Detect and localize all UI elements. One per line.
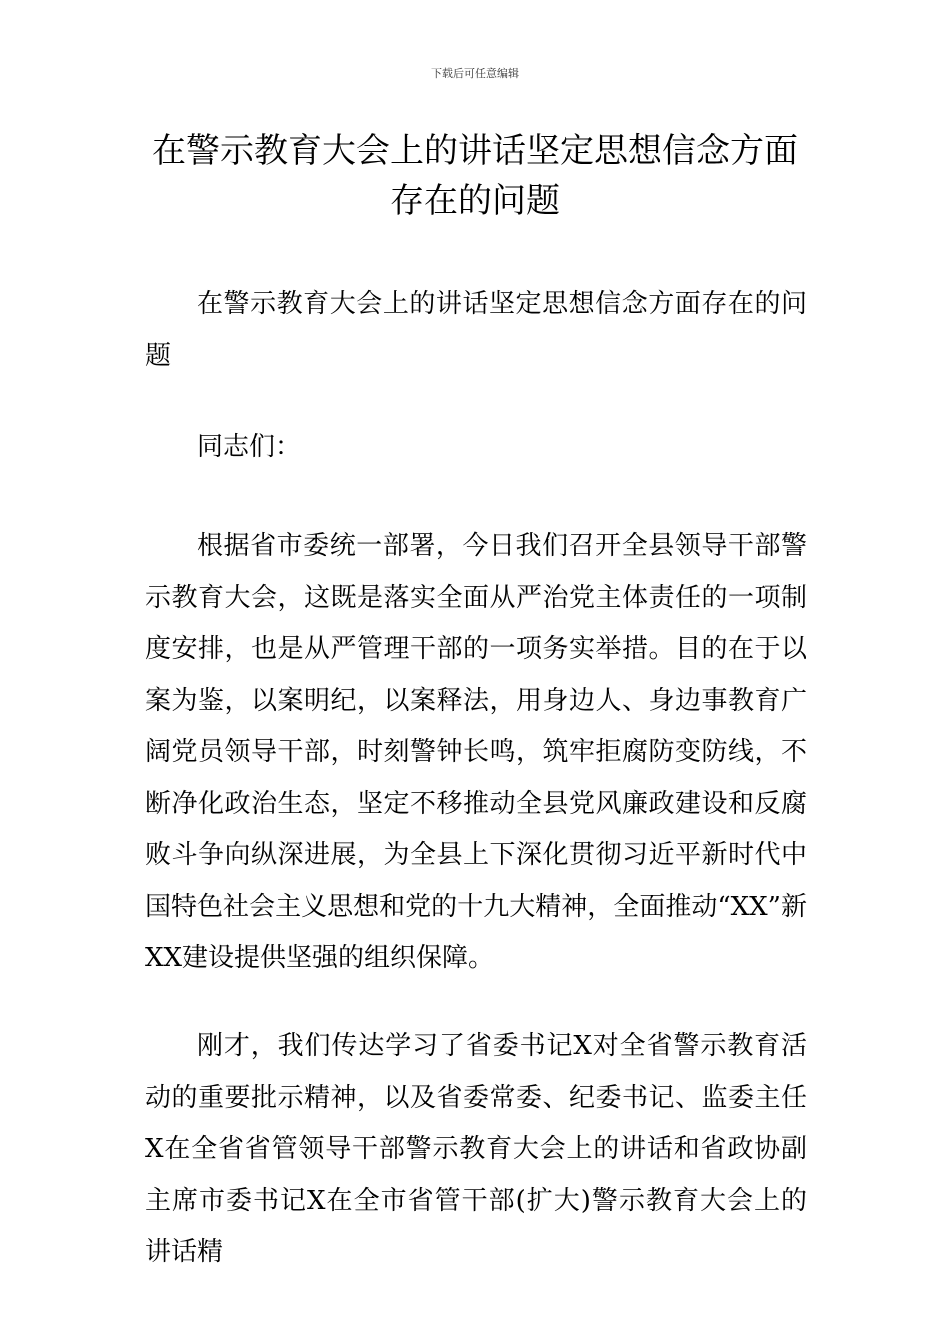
page-title: 在警示教育大会上的讲话坚定思想信念方面存在的问题 <box>152 131 798 221</box>
body-paragraph-2: 刚才，我们传达学习了省委书记X对全省警示教育活动的重要批示精神，以及省委常委、纪委书记、监委主任X在全省省管领导干部警示教育大会上的讲话和省政协副主席市委书记X在全市省管干部(扩大)警示教育大会上的讲话精 <box>145 1031 807 1267</box>
subtitle-paragraph: 在警示教育大会上的讲话坚定思想信念方面存在的问题 <box>145 289 807 371</box>
greeting-paragraph: 同志们： <box>197 432 302 462</box>
header-note: 下载后可任意编辑 <box>431 67 519 80</box>
body-paragraph-1: 根据省市委统一部署，今日我们召开全县领导干部警示教育大会，这既是落实全面从严治党主体责任的一项制度安排，也是从严管理干部的一项务实举措。目的在于以案为鉴，以案明纪，以案释法，用身边人、身边事教育广阔党员领导干部，时刻警钟长鸣，筑牢拒腐防变防线，不断净化政治生态，坚定不移推动全县党风廉政建设和反腐败斗争向纵深进展，为全县上下深化贯彻习近平新时代中国特色社会主义思想和党的十九大精神，全面推动“XX”新XX建设提供坚强的组织保障。 <box>145 531 807 973</box>
